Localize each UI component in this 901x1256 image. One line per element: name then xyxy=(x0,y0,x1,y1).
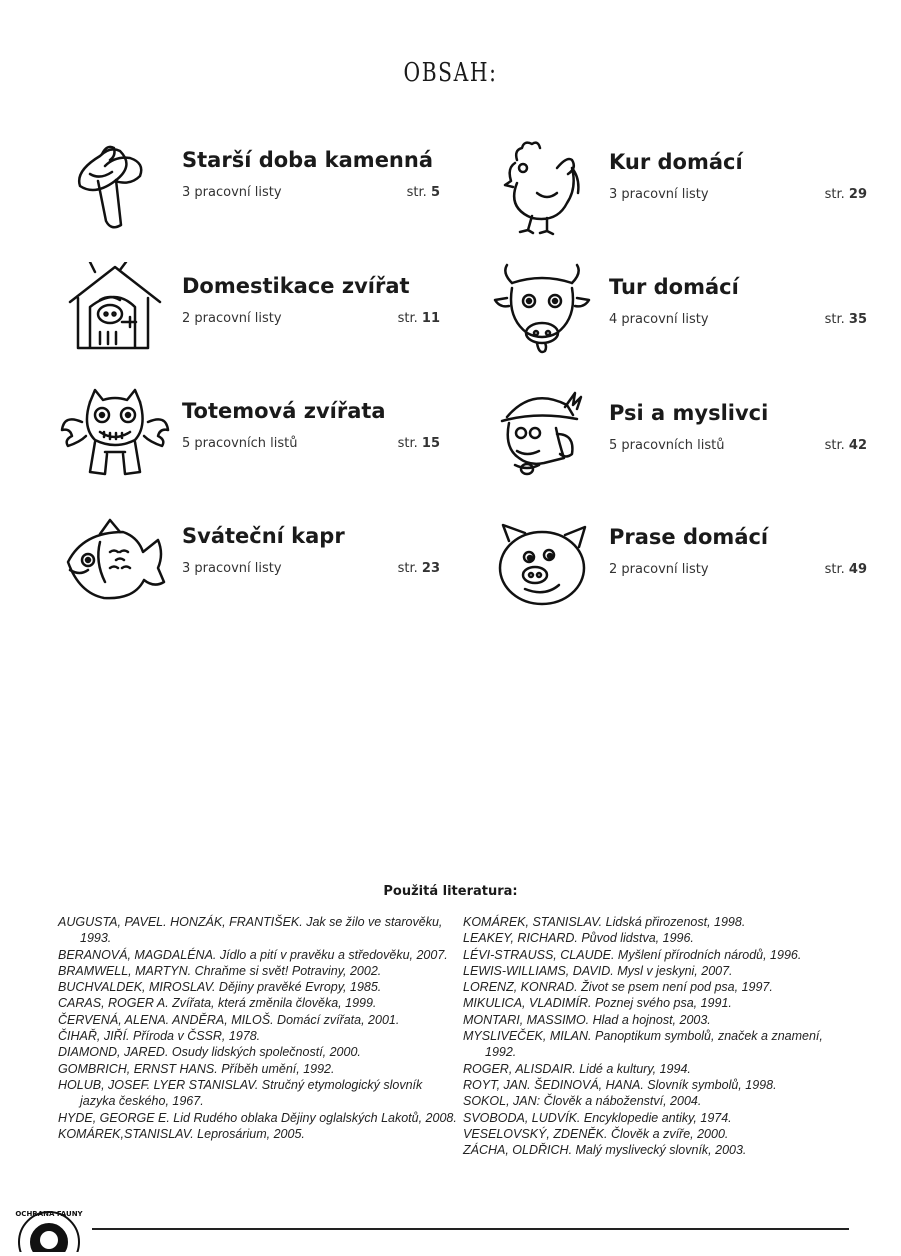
bull-icon xyxy=(487,263,597,368)
literature-item: SVOBODA, LUDVÍK. Encyklopedie antiky, 1974. xyxy=(463,1110,732,1125)
literature-item: VESELOVSKÝ, ZDENĚK. Člověk a zvíře, 2000. xyxy=(463,1126,729,1141)
toc-title: Domestikace zvířat xyxy=(182,274,410,298)
toc-title: Psi a myslivci xyxy=(609,401,769,425)
toc-sheet-count: 2 pracovní listy xyxy=(182,311,282,326)
literature-item: LORENZ, KONRAD. Život se psem není pod psa, 1997. xyxy=(463,980,773,995)
toc-page-number: str. 29 xyxy=(824,187,867,202)
rooster-icon xyxy=(487,138,597,243)
toc-page-number: str. 42 xyxy=(824,438,867,453)
toc-page-number: str. 11 xyxy=(397,311,440,326)
toc-entry-domestikace-zvirat[interactable] xyxy=(60,262,440,372)
toc-title: Totemová zvířata xyxy=(182,399,386,423)
toc-sheet-count: 3 pracovní listy xyxy=(609,187,709,202)
hunter-dog-icon xyxy=(487,389,597,494)
owl-totem-icon xyxy=(60,387,170,492)
literature-item: BRAMWELL, MARTYN. Chraňme si svět! Potraviny, 2002. xyxy=(58,963,382,978)
literature-item: HYDE, GEORGE E. Lid Rudého oblaka Dějiny oglalských Lakotů, 2008. xyxy=(58,1110,457,1125)
literature-item: SOKOL, JAN: Člověk a náboženství, 2004. xyxy=(463,1094,702,1109)
literature-column-right xyxy=(463,914,853,1158)
page-title: OBSAH: xyxy=(403,58,498,88)
literature-item: LEAKEY, RICHARD. Původ lidstva, 1996. xyxy=(463,931,694,946)
toc-entry-starsi-doba-kamenna[interactable] xyxy=(60,136,440,246)
toc-page-number: str. 23 xyxy=(397,561,440,576)
pig-icon xyxy=(487,513,597,618)
toc-sheet-count: 2 pracovní listy xyxy=(609,562,709,577)
toc-title: Tur domácí xyxy=(609,275,739,299)
literature-item: ROYT, JAN. ŠEDINOVÁ, HANA. Slovník symbolů, 1998. xyxy=(463,1077,777,1092)
stone-axe-icon xyxy=(60,136,170,241)
toc-entry-svatecni-kapr[interactable] xyxy=(60,512,440,622)
toc-entry-prase-domaci[interactable] xyxy=(487,513,867,623)
toc-page-number: str. 5 xyxy=(406,185,440,200)
literature-item: MONTARI, MASSIMO. Hlad a hojnost, 2003. xyxy=(463,1012,711,1027)
toc-entry-tur-domaci[interactable] xyxy=(487,263,867,373)
literature-item: AUGUSTA, PAVEL. HONZÁK, FRANTIŠEK. Jak se žilo ve starověku, 1993. xyxy=(58,915,443,946)
literature-item: LÉVI-STRAUSS, CLAUDE. Myšlení přírodních národů, 1996. xyxy=(463,947,802,962)
ochrana-fauny-logo-icon xyxy=(14,1192,84,1252)
toc-sheet-count: 3 pracovní listy xyxy=(182,561,282,576)
literature-item: ČERVENÁ, ALENA. ANDĚRA, MILOŠ. Domácí zvířata, 2001. xyxy=(58,1012,400,1027)
pig-in-doghouse-icon xyxy=(60,262,170,367)
literature-item: ZÁCHA, OLDŘICH. Malý myslivecký slovník, 2003. xyxy=(463,1143,747,1158)
toc-sheet-count: 3 pracovní listy xyxy=(182,185,282,200)
literature-item: KOMÁREK, STANISLAV. Lidská přirozenost, 1998. xyxy=(463,915,746,929)
literature-item: MYSLIVEČEK, MILAN. Panoptikum symbolů, značek a znamení, 1992. xyxy=(463,1029,823,1060)
toc-title: Starší doba kamenná xyxy=(182,148,434,172)
toc-entry-totemova-zvirata[interactable] xyxy=(60,387,440,497)
svg-text:OCHRANA FAUNY: OCHRANA FAUNY xyxy=(15,1210,83,1218)
literature-item: ČIHAŘ, JIŘÍ. Příroda v ČSSR, 1978. xyxy=(58,1029,261,1044)
toc-entry-kur-domaci[interactable] xyxy=(487,138,867,248)
literature-item: GOMBRICH, ERNST HANS. Příběh umění, 1992. xyxy=(58,1061,335,1076)
literature-item: DIAMOND, JARED. Osudy lidských společností, 2000. xyxy=(58,1045,361,1060)
toc-title: Prase domácí xyxy=(609,525,769,549)
literature-item: MIKULICA, VLADIMÍR. Poznej svého psa, 1991. xyxy=(463,996,732,1011)
toc-title: Kur domácí xyxy=(609,150,743,174)
toc-page-number: str. 35 xyxy=(824,312,867,327)
literature-item: BUCHVALDEK, MIROSLAV. Dějiny pravěké Evropy, 1985. xyxy=(58,980,382,995)
toc-title: Sváteční kapr xyxy=(182,524,345,548)
literature-item: LEWIS-WILLIAMS, DAVID. Mysl v jeskyni, 2007. xyxy=(463,963,733,978)
toc-sheet-count: 5 pracovních listů xyxy=(182,436,298,451)
carp-fish-icon xyxy=(60,512,170,617)
toc-page-number: str. 15 xyxy=(397,436,440,451)
literature-heading: Použitá literatura: xyxy=(383,884,518,899)
literature-item: ROGER, ALISDAIR. Lidé a kultury, 1994. xyxy=(463,1061,691,1076)
literature-item: KOMÁREK,STANISLAV. Leprosárium, 2005. xyxy=(58,1126,305,1141)
literature-item: HOLUB, JOSEF. LYER STANISLAV. Stručný etymologický slovník jazyka českého, 1967. xyxy=(58,1077,423,1109)
toc-page-number: str. 49 xyxy=(824,562,867,577)
literature-item: CARAS, ROGER A. Zvířata, která změnila člověka, 1999. xyxy=(58,996,377,1011)
toc-sheet-count: 5 pracovních listů xyxy=(609,438,725,453)
toc-entry-psi-a-myslivci[interactable] xyxy=(487,389,867,499)
footer-divider xyxy=(92,1228,849,1230)
literature-item: BERANOVÁ, MAGDALÉNA. Jídlo a pití v pravěku a středověku, 2007. xyxy=(58,947,448,962)
toc-sheet-count: 4 pracovní listy xyxy=(609,312,709,327)
literature-column-left xyxy=(58,914,458,1142)
